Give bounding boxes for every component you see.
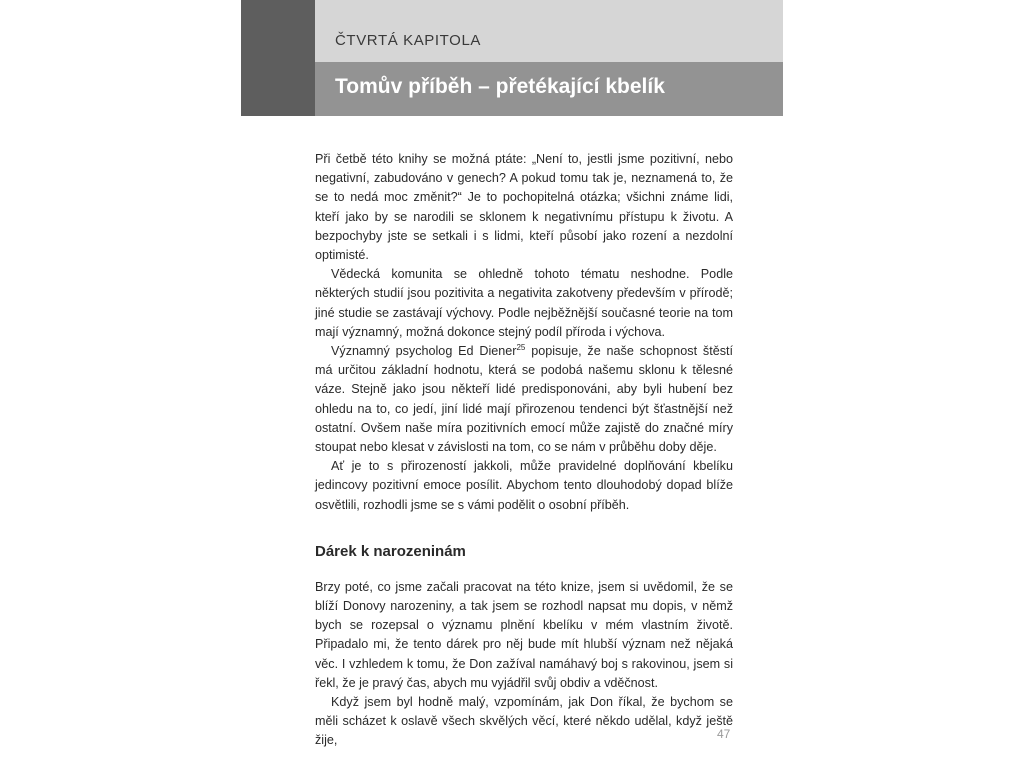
book-page: [241, 0, 783, 768]
page-number: 47: [717, 727, 731, 741]
body-text: [315, 150, 733, 751]
paragraph-text: popisuje, že naše schopnost štěstí má určitou základní hodnotu, která se podobá našemu sklonu k tělesné váze. Stejně jako jsou někteří lidé predisponováni, aby byli hubení bez ohledu na to, co jedí, jiní lidé mají přirozenou tendenci být šťastnější než ostatní. Ovšem naše míra pozitivních emocí může zajistě do značné míry stoupat nebo klesat v závislosti na tom, co se nám v průběhu doby děje.: [315, 344, 733, 455]
paragraph: Při četbě této knihy se možná ptáte: „Není to, jestli jsme pozitivní, nebo negativní, zabudováno v genech? A pokud tomu tak je, neznamená to, že se to nedá moc změnit?“ Je to pochopitelná otázka; všichni známe lidi, kteří jako by se narodili se sklonem k negativnímu přístupu k životu. A bezpochyby jste se setkali i s lidmi, kteří působí jako rození a nezdolní optimisté.: [315, 152, 733, 263]
section-heading: Dárek k narozeninám: [315, 542, 466, 560]
footnote-reference[interactable]: 25: [516, 343, 526, 353]
chapter-title: Tomův příběh – přetékající kbelík: [335, 75, 665, 98]
chapter-side-block: [241, 0, 315, 116]
paragraph: Když jsem byl hodně malý, vzpomínám, jak Don říkal, že bychom se měli scházet k oslavě všech skvělých věcí, které někdo udělal, když ještě žije,: [315, 695, 733, 748]
chapter-label: ČTVRTÁ KAPITOLA: [335, 32, 481, 49]
paragraph: Ať je to s přirozeností jakkoli, může pravidelné doplňování kbelíku jedincovy pozitivní emoce posílit. Abychom tento dlouhodobý dopad blíže osvětlili, rozhodli jsme se s vámi podělit o osobní příběh.: [315, 459, 733, 512]
chapter-title-band: [315, 62, 783, 116]
paragraph: Vědecká komunita se ohledně tohoto tématu neshodne. Podle některých studií jsou pozitivita a negativita zakotveny především v přírodě; jiné studie se zastávají výchovy. Podle nejběžnější současné teorie na tom mají významný, možná dokonce stejný podíl příroda i výchova.: [315, 267, 733, 339]
paragraph-text: Významný psycholog Ed Diener: [331, 344, 517, 359]
paragraph: [315, 342, 733, 457]
chapter-label-band: [315, 0, 783, 62]
paragraph: Brzy poté, co jsme začali pracovat na této knize, jsem si uvědomil, že se blíží Donovy narozeniny, a tak jsem se rozhodl napsat mu dopis, v němž bych se rozepsal o významu plnění kbelíku v mém vlastním životě. Připadalo mi, že tento dárek pro něj bude mít hlubší význam než nějaká věc. I vzhledem k tomu, že Don zažíval namáhavý boj s rakovinou, jsem si řekl, že je pravý čas, abych mu vyjádřil svůj obdiv a vděčnost.: [315, 579, 733, 690]
